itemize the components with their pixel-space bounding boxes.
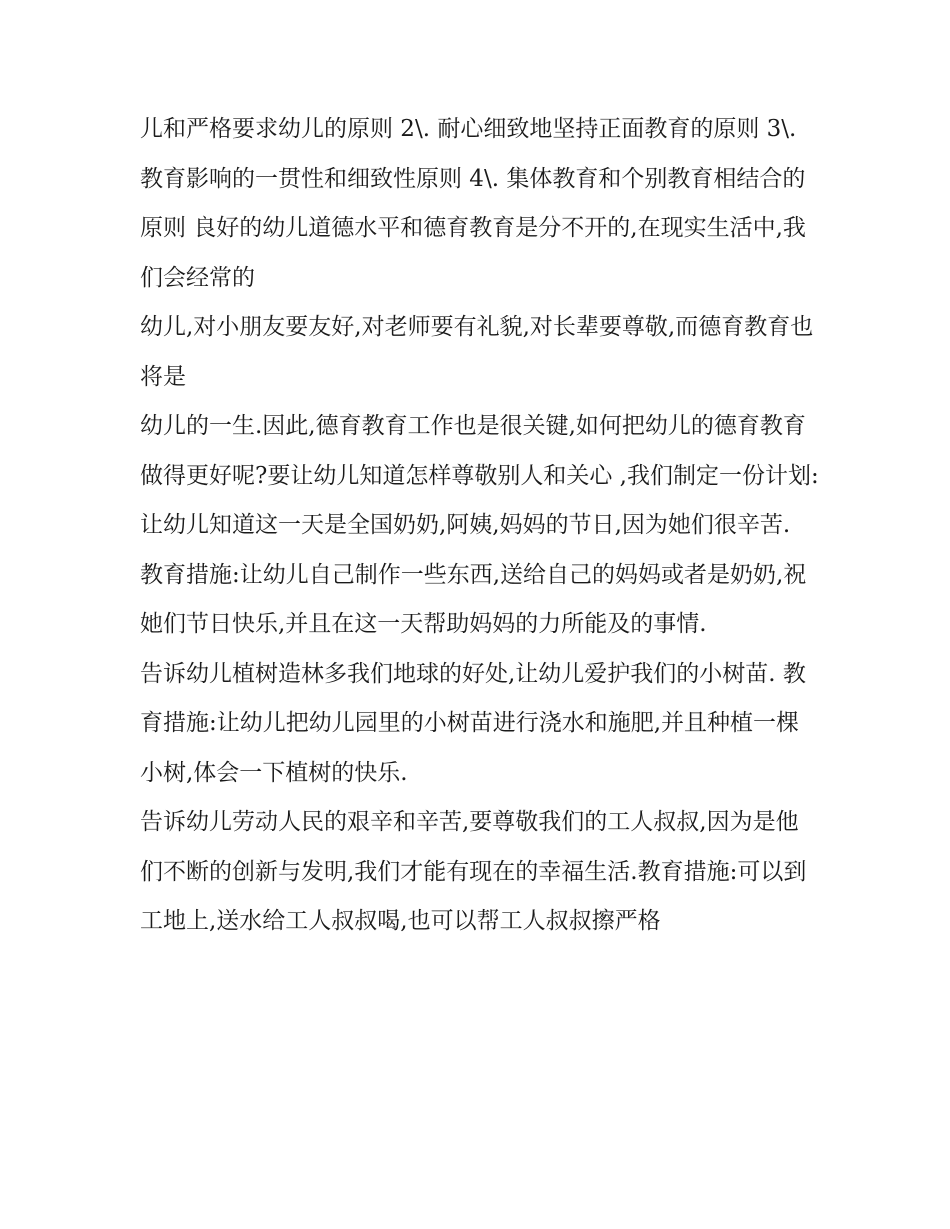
- paragraph-manners: 幼儿,对小朋友要友好,对老师要有礼貌,对长辈要尊敬,而德育教育也将是: [140, 314, 814, 390]
- paragraph-plan-intro: 幼儿的一生.因此,德育教育工作也是很关键,如何把幼儿的德育教育做得更好呢?要让幼儿知道怎样尊敬别人和关心 ,我们制定一份计划:: [140, 413, 819, 489]
- document-page: [140, 105, 820, 947]
- paragraph-womens-day-measures: 教育措施:让幼儿自己制作一些东西,送给自己的妈妈或者是奶奶,祝她们节日快乐,并且在这一天帮助妈妈的力所能及的事情.: [140, 561, 807, 637]
- paragraph-womens-day: 让幼儿知道这一天是全国奶奶,阿姨,妈妈的节日,因为她们很辛苦.: [140, 512, 791, 538]
- paragraph-labor-day: 告诉幼儿劳动人民的艰辛和辛苦,要尊敬我们的工人叔叔,因为是他们不断的创新与发明,我们才能有现在的幸福生活.教育措施:可以到工地上,送水给工人叔叔喝,也可以帮工人叔叔擦严格: [140, 809, 807, 934]
- paragraph-principles-2-3: 儿和严格要求幼儿的原则 2\. 耐心细致地坚持正面教育的原则 3\.: [140, 116, 797, 142]
- paragraph-arbor-day: 告诉幼儿植树造林多我们地球的好处,让幼儿爱护我们的小树苗. 教育措施:让幼儿把幼儿园里的小树苗进行浇水和施肥,并且种植一棵小树,体会一下植树的快乐.: [140, 660, 806, 786]
- paragraph-principles-4: 教育影响的一贯性和细致性原则 4\. 集体教育和个别教育相结合的原则 良好的幼儿道德水平和德育教育是分不开的,在现实生活中,我们会经常的: [140, 165, 806, 291]
